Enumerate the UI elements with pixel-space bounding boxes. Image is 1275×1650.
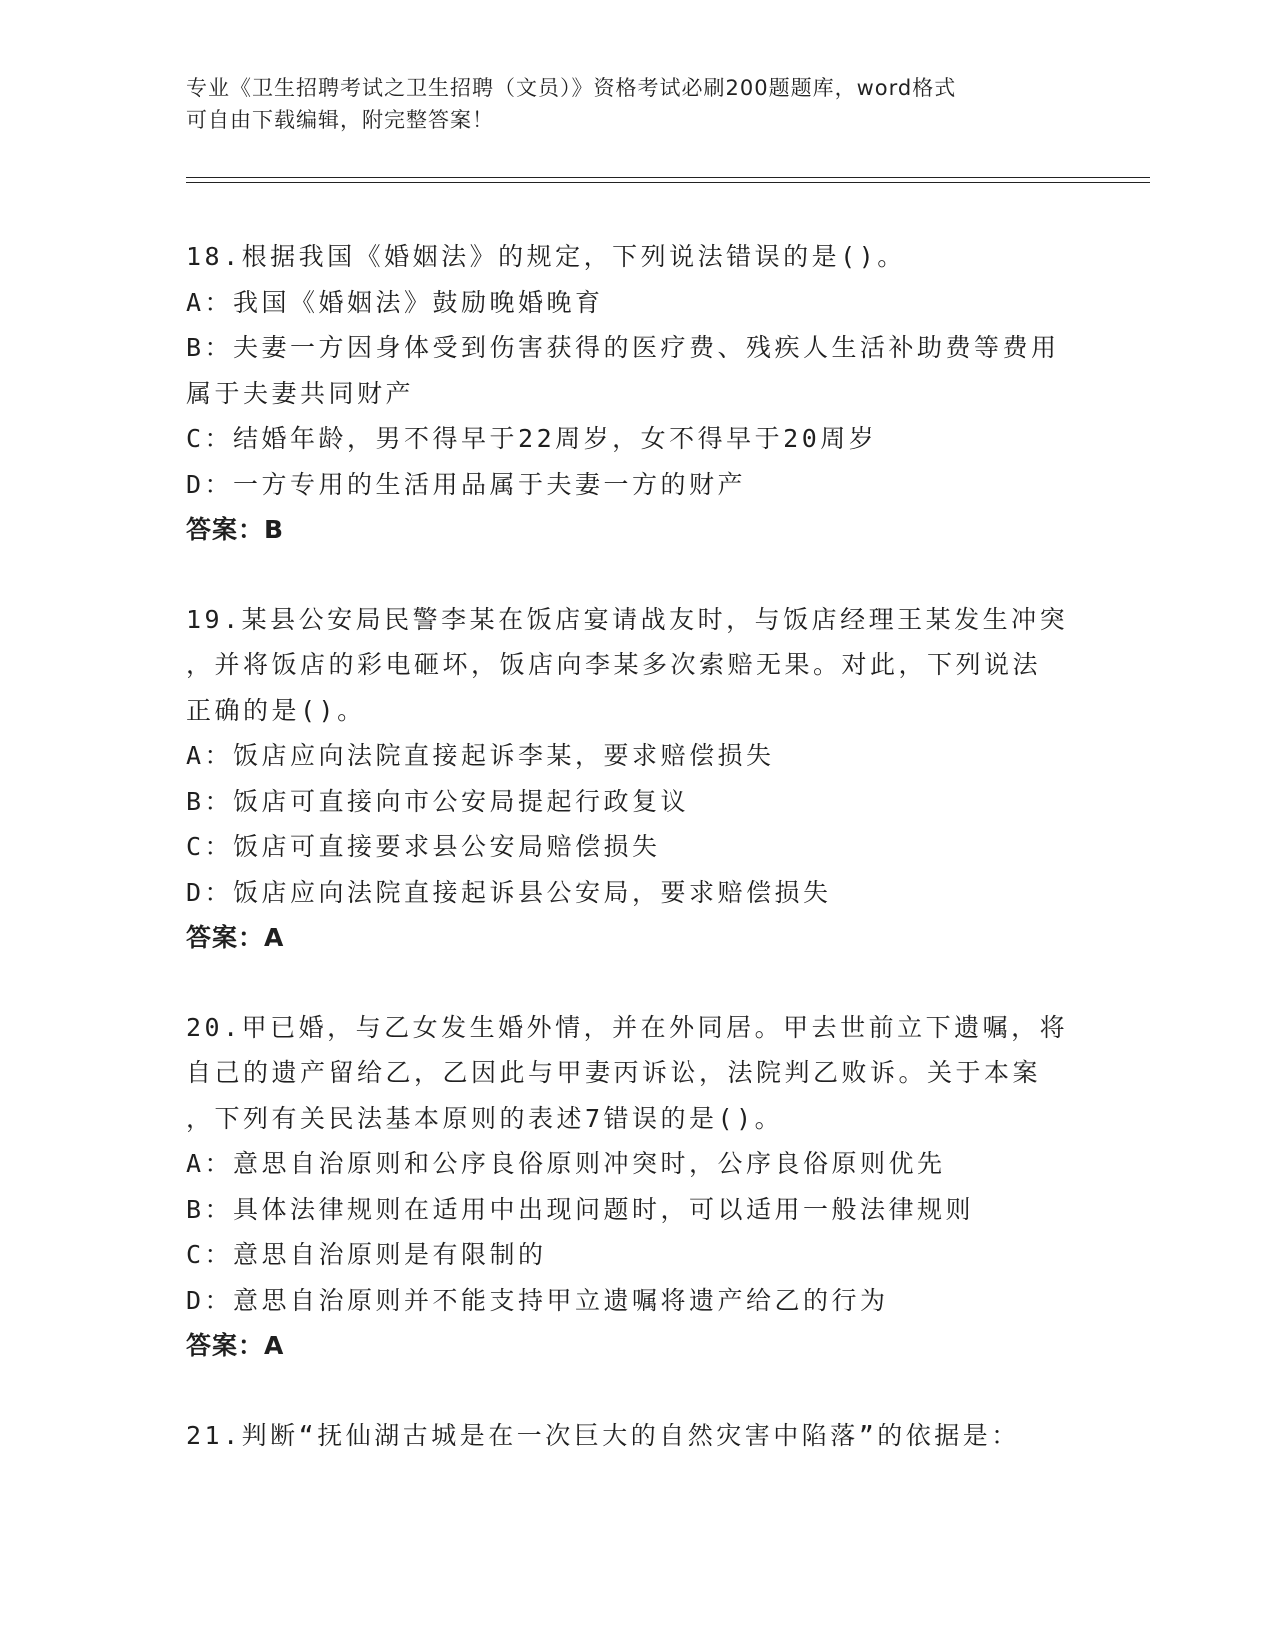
option-a: A：意思自治原则和公序良俗原则冲突时，公序良俗原则优先 [186, 1149, 946, 1178]
question-text: 21.判断“抚仙湖古城是在一次巨大的自然灾害中陷落”的依据是： [186, 1420, 1020, 1450]
option-a: A：饭店应向法院直接起诉李某，要求赔偿损失 [186, 741, 775, 770]
header-divider-bottom [186, 182, 1150, 183]
question-text: 19.某县公安局民警李某在饭店宴请战友时，与饭店经理王某发生冲突 [186, 604, 1069, 634]
header-line-2: 可自由下载编辑，附完整答案！ [186, 108, 494, 132]
option-d: D：一方专用的生活用品属于夫妻一方的财产 [186, 469, 747, 499]
header-line-1: 专业《卫生招聘考试之卫生招聘（文员）》资格考试必刷200题题库，word格式 [186, 76, 957, 100]
option-d: D：意思自治原则并不能支持甲立遗嘱将遗产给乙的行为 [186, 1285, 889, 1315]
option-d: D：饭店应向法院直接起诉县公安局，要求赔偿损失 [186, 877, 832, 907]
question-text: 自己的遗产留给乙，乙因此与甲妻丙诉讼，法院判乙败诉。关于本案 [186, 1058, 1042, 1087]
option-b-continued: 属于夫妻共同财产 [186, 378, 415, 408]
answer-label: 答案：A [186, 923, 285, 952]
question-18 [186, 234, 1086, 553]
question-text: 18.根据我国《婚姻法》的规定，下列说法错误的是()。 [186, 242, 906, 271]
answer-label: 答案：B [186, 515, 285, 544]
option-c: C：结婚年龄，男不得早于22周岁，女不得早于20周岁 [186, 424, 878, 453]
question-text: ，并将饭店的彩电砸坏，饭店向李某多次索赔无果。对此，下列说法 [186, 650, 1042, 679]
option-c: C：饭店可直接要求县公安局赔偿损失 [186, 832, 661, 861]
option-a: A：我国《婚姻法》鼓励晚婚晚育 [186, 287, 604, 317]
option-c: C：意思自治原则是有限制的 [186, 1240, 547, 1269]
option-b: B：饭店可直接向市公安局提起行政复议 [186, 786, 690, 816]
option-b: B：具体法律规则在适用中出现问题时，可以适用一般法律规则 [186, 1194, 975, 1224]
question-text: 20.甲已婚，与乙女发生婚外情，并在外同居。甲去世前立下遗嘱，将 [186, 1012, 1069, 1042]
document-header [186, 72, 1066, 136]
question-text: ，下列有关民法基本原则的表述7错误的是()。 [186, 1103, 784, 1133]
question-text: 正确的是()。 [186, 695, 366, 725]
question-19 [186, 597, 1086, 961]
question-list [186, 234, 1086, 1502]
option-b: B：夫妻一方因身体受到伤害获得的医疗费、残疾人生活补助费等费用 [186, 333, 1060, 362]
header-divider-top [186, 177, 1150, 178]
answer-label: 答案：A [186, 1331, 285, 1360]
question-21 [186, 1413, 1086, 1459]
question-20 [186, 1005, 1086, 1369]
